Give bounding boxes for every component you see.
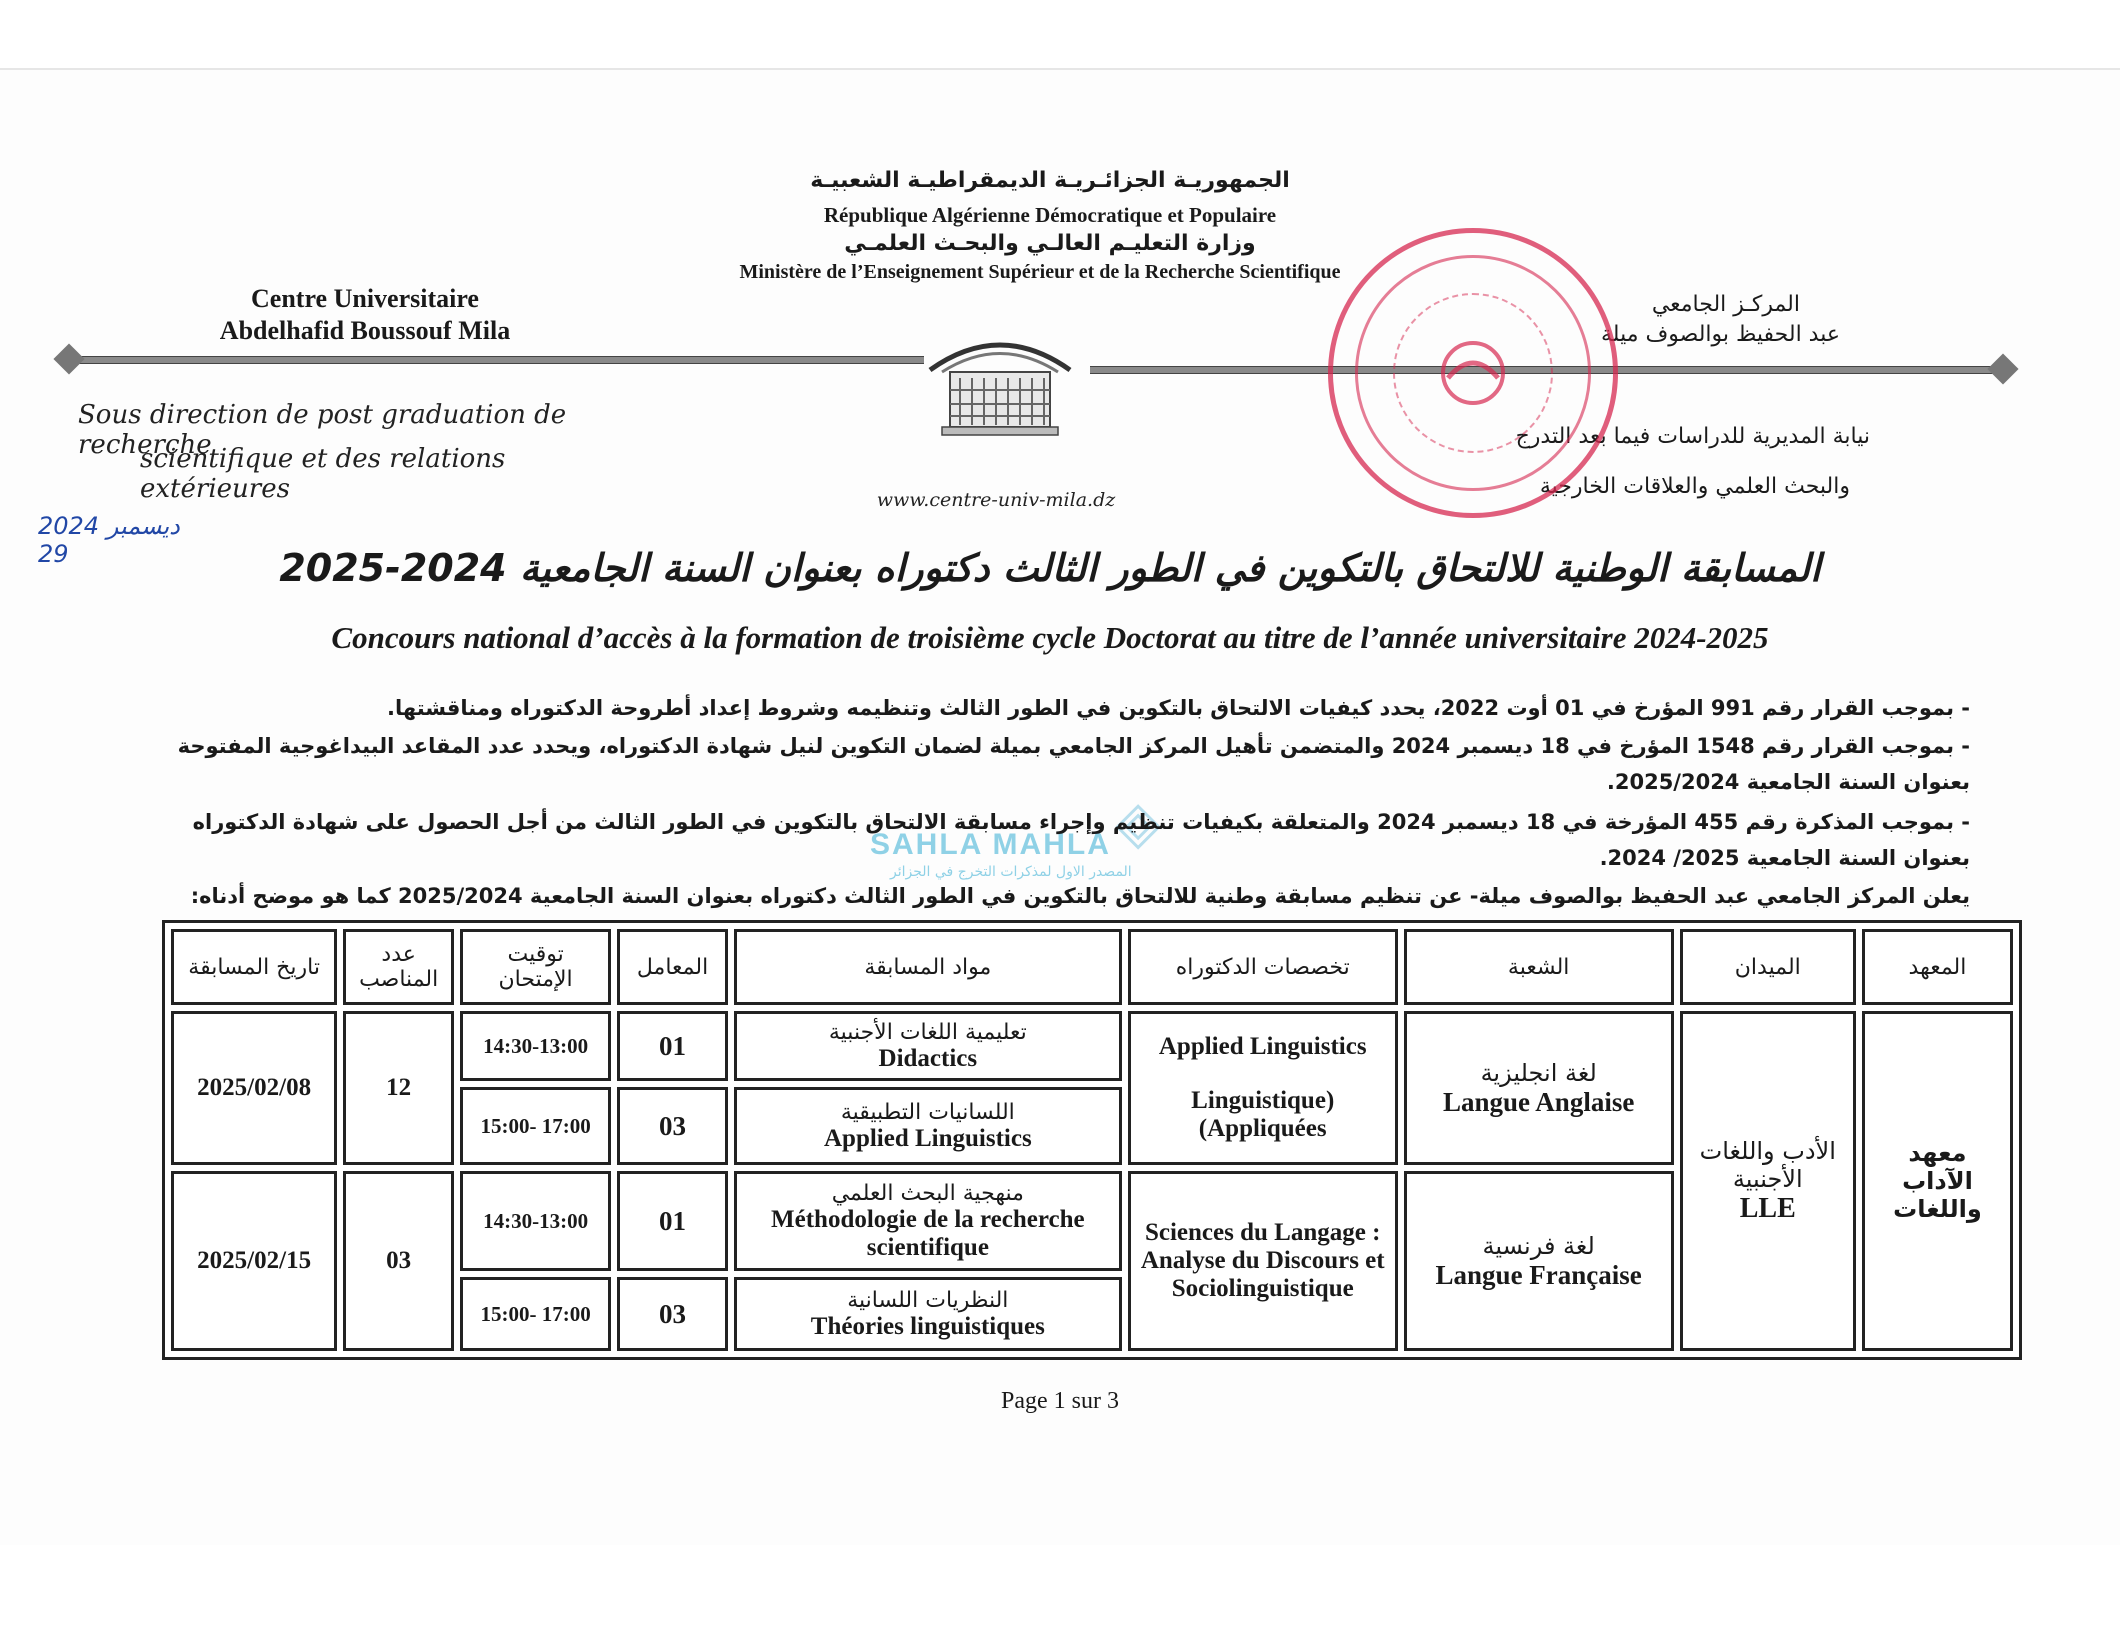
subject-ar: منهجية البحث العلمي [831, 1180, 1024, 1206]
field-code: LLE [1739, 1193, 1796, 1224]
specialty-1-line1: Applied Linguistics [1158, 1033, 1367, 1060]
institute-cell: معهد الآداب واللغات [1862, 1011, 2013, 1351]
subdirection-fr-1: Sous direction de post graduation de recherche [78, 400, 567, 460]
branch-ar-1: لغة انجليزية [1480, 1058, 1597, 1087]
subject-fr: Didactics [878, 1044, 978, 1072]
header-branch: الشعبة [1404, 929, 1674, 1005]
page-number: Page 1 sur 3 [1001, 1388, 1119, 1414]
republic-ar: الجمهوريـة الجزائـريـة الديمقراطيـة الشعبيـة [810, 168, 1290, 193]
positions-cell-2: 03 [343, 1171, 454, 1351]
table-row [171, 1011, 2013, 1081]
branch-fr-1: Langue Anglaise [1443, 1086, 1635, 1117]
subject-fr: Théories linguistiques [810, 1312, 1045, 1340]
subdirection-ar-1: نيابة المديرية للدراسات فيما بعد التدرج [1515, 424, 1870, 449]
table-header-row [171, 929, 2013, 1005]
subject-ar: اللسانيات التطبيقية [840, 1099, 1015, 1125]
header-specialty: تخصصات الدكتوراه [1128, 929, 1398, 1005]
subject-ar: النظريات اللسانية [847, 1287, 1009, 1313]
date-cell-2: 2025/02/15 [171, 1171, 337, 1351]
subject-cell [734, 1087, 1122, 1165]
branch-cell-1 [1404, 1011, 1674, 1165]
header-field: الميدان [1680, 929, 1856, 1005]
coefficient-cell: 03 [617, 1087, 728, 1165]
handwritten-date: 2024 ديسمبر 29 [38, 512, 180, 568]
subdirection-ar-2: والبحث العلمي والعلاقات الخارجية [1539, 474, 1850, 499]
time-cell: 17:00 -15:00 [460, 1277, 611, 1351]
specialty-cell-1 [1128, 1011, 1398, 1165]
subject-ar: تعليمية اللغات الأجنبية [828, 1019, 1027, 1045]
title-fr: Concours national d’accès à la formation de troisième cycle Doctorat au titre de l’année universitaire 2024-2025 [331, 620, 1769, 655]
branch-fr-2: Langue Française [1435, 1259, 1642, 1290]
official-stamp [1328, 228, 1618, 518]
exam-table [162, 920, 2022, 1360]
coefficient-cell: 01 [617, 1171, 728, 1271]
coefficient-cell: 03 [617, 1277, 728, 1351]
watermark-tagline: المصدر الاول لمذكرات التخرج في الجزائر [890, 864, 1132, 880]
header-institute: المعهد [1862, 929, 2013, 1005]
republic-fr: République Algérienne Démocratique et Populaire [823, 203, 1277, 227]
subdirection-fr-2: scientifique et des relations extérieures [140, 444, 506, 504]
center-name-ar-2: عبد الحفيظ بوالصوف ميلة [1600, 322, 1840, 347]
website-url: www.centre-univ-mila.dz [876, 489, 1116, 511]
header-subjects: مواد المسابقة [734, 929, 1122, 1005]
subject-cell [734, 1171, 1122, 1271]
paragraph-3: - بموجب المذكرة رقم 455 المؤرخة في 18 ديسمبر 2024 والمتعلقة بكيفيات تنظيم وإجراء مسابقة الالتحاق بالتكوين في الطور الثالث من أجل الحصول على شهادة الدكتوراه بعنوان السنة الجامعية 2025/ 2024. [192, 810, 1970, 870]
specialty-1-line2: (Linguistique Appliquées) [1191, 1087, 1335, 1142]
university-logo [920, 330, 1080, 440]
title-ar: المسابقة الوطنية للالتحاق بالتكوين في الطور الثالث دكتوراه بعنوان السنة الجامعية 2024-2025 [279, 546, 1821, 590]
header-positions: عدد المناصب [343, 929, 454, 1005]
ministry-ar: وزارة التعليـم العالـي والبحـث العلمـي [844, 231, 1256, 256]
positions-cell-1: 12 [343, 1011, 454, 1165]
time-cell: 14:30-13:00 [460, 1171, 611, 1271]
specialty-2-line1: Sciences du Langage : Analyse du Discours et Sociolinguistique [1140, 1219, 1385, 1302]
subject-fr: Applied Linguistics [823, 1124, 1032, 1152]
header-rule-left [72, 356, 924, 364]
paragraph-4: يعلن المركز الجامعي عبد الحفيظ بوالصوف ميلة- عن تنظيم مسابقة وطنية للالتحاق بالتكوين في الطور الثالث دكتوراه بعنوان السنة الجامعية 2025/2024 كما هو موضح أدناه: [190, 884, 1970, 908]
header-exam-time: توقيت الإمتحان [460, 929, 611, 1005]
time-cell: 17:00 -15:00 [460, 1087, 611, 1165]
specialty-cell-2 [1128, 1171, 1398, 1351]
header-coefficient: المعامل [617, 929, 728, 1005]
field-cell [1680, 1011, 1856, 1351]
center-name-ar-1: المركـز الجامعي [1651, 292, 1800, 317]
field-ar: الأدب واللغات الأجنبية [1699, 1137, 1836, 1193]
time-cell: 14:30-13:00 [460, 1011, 611, 1081]
subject-cell [734, 1011, 1122, 1081]
paragraph-2: - بموجب القرار رقم 1548 المؤرخ في 18 ديسمبر 2024 والمتضمن تأهيل المركز الجامعي بميلة لضمان التكوين لنيل شهادة الدكتوراه، ويحدد عدد المقاعد البيداغوجية المفتوحة بعنوان السنة الجامعية 2025/2024. [177, 734, 1970, 794]
branch-cell-2 [1404, 1171, 1674, 1351]
branch-ar-2: لغة فرنسية [1482, 1231, 1595, 1260]
center-name-fr-2: Abdelhafid Boussouf Mila [219, 316, 511, 345]
date-cell-1: 2025/02/08 [171, 1011, 337, 1165]
ministry-fr: Ministère de l’Enseignement Supérieur et de la Recherche Scientifique [739, 261, 1341, 283]
subject-cell [734, 1277, 1122, 1351]
subject-fr: Méthodologie de la recherche scientifique [771, 1205, 1085, 1261]
header-exam-date: تاريخ المسابقة [171, 929, 337, 1005]
center-name-fr-1: Centre Universitaire [251, 284, 479, 313]
paragraph-1: - بموجب القرار رقم 991 المؤرخ في 01 أوت 2022، يحدد كيفيات الالتحاق بالتكوين في الطور الثالث وتنظيمه وشروط إعداد أطروحة الدكتوراه ومناقشتها. [386, 696, 1970, 720]
watermark-name: SAHLA MAHLA [870, 828, 1111, 861]
coefficient-cell: 01 [617, 1011, 728, 1081]
